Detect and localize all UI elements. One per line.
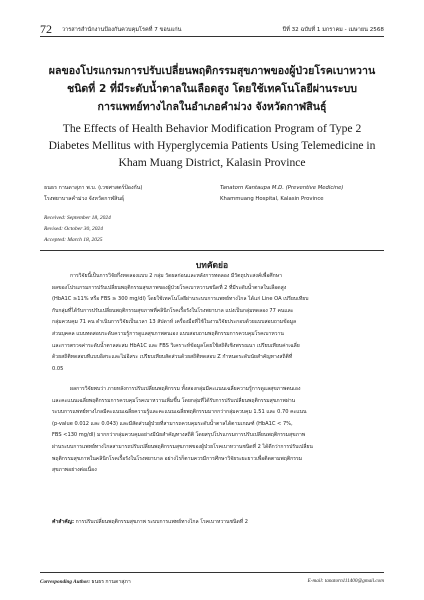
abstract-line: ผ่านระบบการแพทย์ทางไกลสามารถปรับเปลี่ยนพฤติกรรมสุขภาพของผู้ป่วยโรคเบาหวานชนิดที่ 2 ได้ดีกว่าการปรับเปลี่ยน — [52, 443, 313, 450]
abstract-heading: บทคัดย่อ — [195, 261, 229, 271]
abstract-line: และคะแนนเฉลี่ยพฤติกรรมการควบคุมโรคเบาหวานเพิ่มขึ้น โดยกลุ่มที่ได้รับการปรับเปลี่ยนพฤติกรรมสุขภาพผ่าน — [52, 397, 296, 404]
abstract-line: ด้วยสถิติทดสอบทีแบบอิสระและไม่อิสระ เปรียบเทียบสัดส่วนด้วยสถิติทดสอบ Z กำหนดระดับนัยสำคัญทางสถิติที่ — [52, 354, 293, 361]
keywords — [52, 518, 248, 526]
thai-title-line: ผลของโปรแกรมการปรับเปลี่ยนพฤติกรรมสุขภาพของผู้ป่วยโรคเบาหวาน — [48, 65, 376, 77]
corresponding-name: ธนธร กานดาสุภา — [91, 579, 131, 585]
author-thai-name: ธนธร กานดาสุภา พ.บ. (เวชศาสตร์ป้องกัน) — [44, 185, 143, 191]
received-date: Received: September 18, 2024 — [44, 215, 111, 221]
keywords-text: การปรับเปลี่ยนพฤติกรรมสุขภาพ ระบบการแพทย์ทางไกล โรคเบาหวานชนิดที่ 2 — [75, 519, 248, 525]
abstract-paragraph-1 — [52, 271, 384, 375]
author-english-affiliation: Khammuang Hospital, Kalasin Province — [220, 196, 324, 202]
footer-rule — [40, 572, 384, 573]
thai-title-line: การแพทย์ทางไกลในอำเภอคำม่วง จังหวัดกาฬสินธุ์ — [97, 101, 327, 113]
abstract-line: และการตรวจค่าระดับน้ำตาลสะสม HbA1C และ FBS วิเคราะห์ข้อมูลโดยใช้สถิติเชิงพรรณนา เปรียบเทียบค่าเฉลี่ย — [52, 342, 300, 349]
accepted-date: Accepted: March 18, 2025 — [44, 237, 103, 243]
abstract-paragraph-2 — [52, 384, 384, 477]
abstract-line: กับกลุ่มที่ได้รับการปรับเปลี่ยนพฤติกรรมสุขภาพที่คลินิกโรคเรื้อรังในโรงพยาบาล แบ่งเป็นกลุ่มทดลอง 77 คนและ — [52, 307, 294, 314]
abstract-line: (HbA1C ≥11% หรือ FBS ≥ 300 mg/dl) โดยใช้เทคโนโลยีผ่านระบบการแพทย์ทางไกล ได้แก่ Line OA เปรียบเทียบ — [52, 296, 309, 303]
abstract-line: ผลการวิจัยพบว่า ภายหลังการปรับเปลี่ยนพฤติกรรม ทั้งสองกลุ่มมีคะแนนเฉลี่ยความรู้การดูแลสุขภาพตนเอง — [70, 386, 301, 392]
corresponding-author — [40, 578, 131, 586]
author-thai-affiliation: โรงพยาบาลคำม่วง จังหวัดกาฬสินธุ์ — [44, 196, 125, 202]
abstract-line: FBS <130 mg/dl) มากกว่ากลุ่มควบคุมอย่างมีนัยสำคัญทางสถิติ โดยสรุปโปรแกรมการปรับเปลี่ยนพฤติกรรมสุขภาพ — [52, 432, 306, 439]
corresponding-label: Corresponding Author: — [40, 579, 91, 585]
abstract-line: กลุ่มควบคุม 71 คน ดำเนินการวิจัยเป็นเวลา 13 สัปดาห์ เครื่องมือที่ใช้ในงานวิจัยประกอบด้วยแบบสอบถามข้อมูล — [52, 319, 297, 326]
abstract-line: 0.05 — [52, 365, 64, 372]
journal-name: วารสารสำนักงานป้องกันควบคุมโรคที่ 7 ขอนแก่น — [62, 27, 182, 33]
author-thai-block — [44, 183, 142, 205]
english-title-line: The Effects of Health Behavior Modification Program of Type 2 — [62, 122, 362, 135]
thai-title — [40, 62, 384, 116]
english-title-line: Kham Muang District, Kalasin Province — [118, 156, 306, 169]
abstract-line: การวิจัยนี้เป็นการวิจัยกึ่งทดลองแบบ 2 กลุ่ม วัดผลก่อนและหลังการทดลอง มีวัตถุประสงค์เพื่อศึกษา — [70, 273, 282, 279]
abstract-line: ระบบการแพทย์ทางไกลมีคะแนนเฉลี่ยความรู้และคะแนนเฉลี่ยพฤติกรรมมากกว่ากลุ่มควบคุม 1.51 และ 0.70 คะแนน — [52, 409, 307, 416]
article-dates — [44, 213, 111, 246]
abstract-line: (p-value 0.012 และ 0.043) และมีสัดส่วนผู้ป่วยที่สามารถควบคุมระดับน้ำตาลได้ตามเกณฑ์ (HbA1C < 7%, — [52, 420, 293, 427]
issue-info: ปีที่ 32 ฉบับที่ 1 มกราคม - เมษายน 2568 — [282, 27, 384, 33]
revised-date: Revised: October 30, 2024 — [44, 226, 103, 232]
header-rule — [40, 36, 384, 37]
thai-title-line: ชนิดที่ 2 ที่มีระดับน้ำตาลในเลือดสูง โดยใช้เทคโนโลยีผ่านระบบ — [67, 83, 357, 95]
author-email: E-mail: tanatorn111400@gmail.com — [307, 578, 384, 584]
english-title-line: Diabetes Mellitus with Hyperglycemia Patients Using Telemedicine in — [48, 139, 376, 152]
author-english-block — [220, 183, 343, 205]
abstract-top-rule — [40, 250, 384, 251]
english-title — [40, 120, 384, 171]
page-number: 72 — [40, 22, 52, 36]
abstract-line: พฤติกรรมสุขภาพในคลินิกโรคเรื้อรังในโรงพยาบาล อย่างไรก็ตามควรมีการศึกษาวิจัยระยะยาวเพื่อติดตามพฤติกรรม — [52, 455, 303, 462]
abstract-line: ผลของโปรแกรมการปรับเปลี่ยนพฤติกรรมสุขภาพของผู้ป่วยโรคเบาหวานชนิดที่ 2 ที่มีระดับน้ำตาลในเลือดสูง — [52, 284, 287, 291]
abstract-line: ส่วนบุคคล แบบทดสอบระดับความรู้การดูแลสุขภาพตนเอง แบบสอบถามพฤติกรรมการควบคุมโรคเบาหวาน — [52, 330, 284, 337]
abstract-line: สุขภาพอย่างต่อเนื่อง — [52, 467, 97, 474]
author-english-name: Tanatorn Kantaupa M.D. (Preventive Medicine) — [220, 185, 344, 191]
keywords-label: คำสำคัญ: — [52, 519, 75, 525]
